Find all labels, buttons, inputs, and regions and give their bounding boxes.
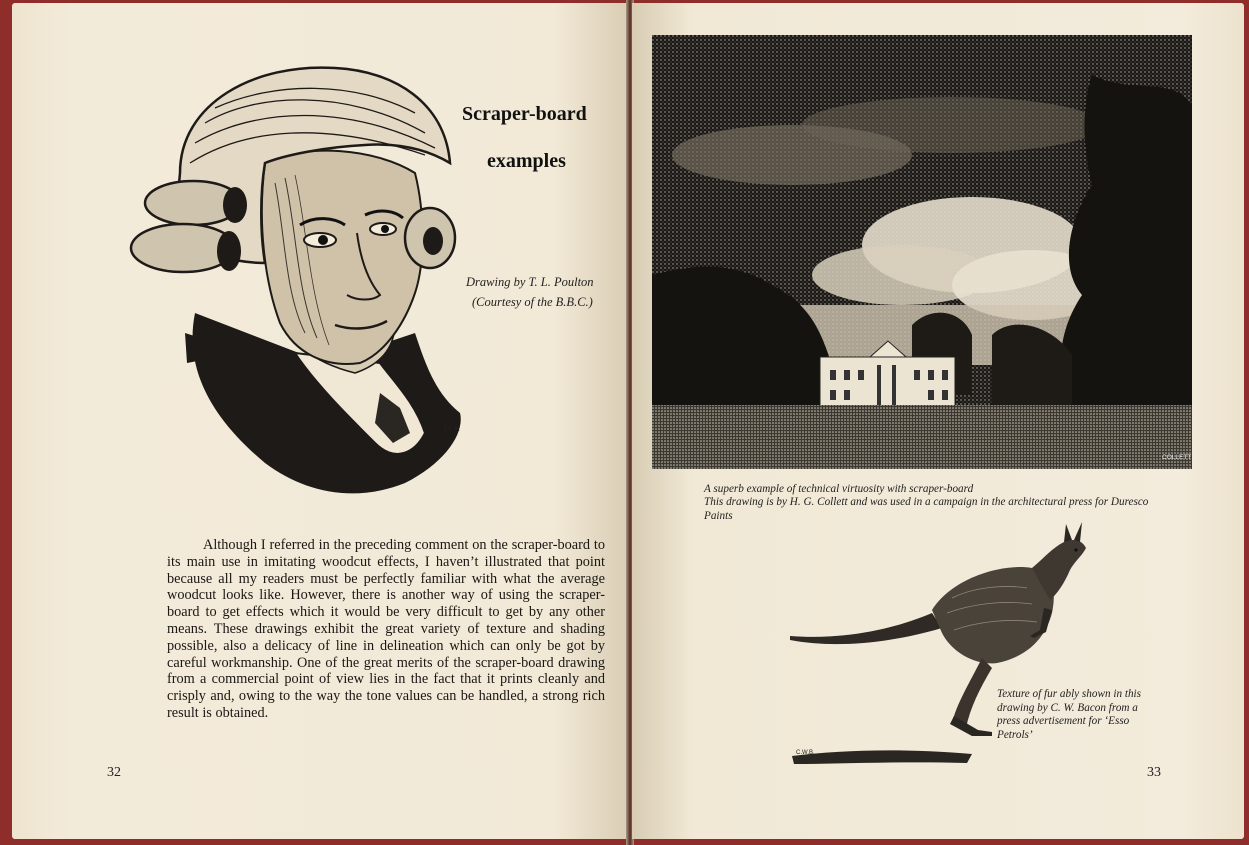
landscape-caption-text: This drawing is by H. G. Collett and was used in a campaign in the architectural press for Duresco Paints [704, 496, 1149, 522]
portrait-credit: Drawing by T. L. Poulton [466, 275, 594, 289]
landscape-signature: COLLETT [1162, 454, 1192, 461]
portrait-courtesy: (Courtesy of the B.B.C.) [472, 295, 593, 309]
left-page [12, 3, 628, 839]
landscape-illustration [652, 35, 1192, 469]
page-heading-line2: examples [487, 150, 566, 172]
kangaroo-signature: C.W.B. [796, 750, 815, 756]
right-page [632, 3, 1244, 839]
portrait-signature: T.L.P. [443, 426, 460, 433]
body-text [167, 537, 605, 722]
kangaroo-caption: Texture of fur ably shown in this drawing by C. W. Bacon from a press advertisement for ‘Esso Petrols’ [997, 688, 1141, 741]
page-number-left: 32 [107, 765, 121, 780]
page-number-right: 33 [1147, 765, 1161, 780]
portrait-illustration [125, 63, 465, 503]
page-heading-line1: Scraper-board [462, 103, 587, 125]
body-paragraph: Although I referred in the preceding comment on the scraper-board to its main use in imitating woodcut effects, I haven’t illustrated that point because all my readers must be perfectly familiar with what the average woodcut looks like. However, there is another way of using the scraper-board to get effects which it would be very difficult to get by any other means. These drawings exhibit the great variety of texture and shading possible, also a delicacy of line in delineation which can only be got by careful workmanship. One of the great merits of the scraper-board drawing from a commercial point of view lies in the fact that it prints cleanly and crisply and, owing to the way the tone values can be handled, a strong rich result is obtained. [167, 537, 605, 721]
landscape-caption-title: A superb example of technical virtuosity with scraper-board [704, 483, 974, 495]
